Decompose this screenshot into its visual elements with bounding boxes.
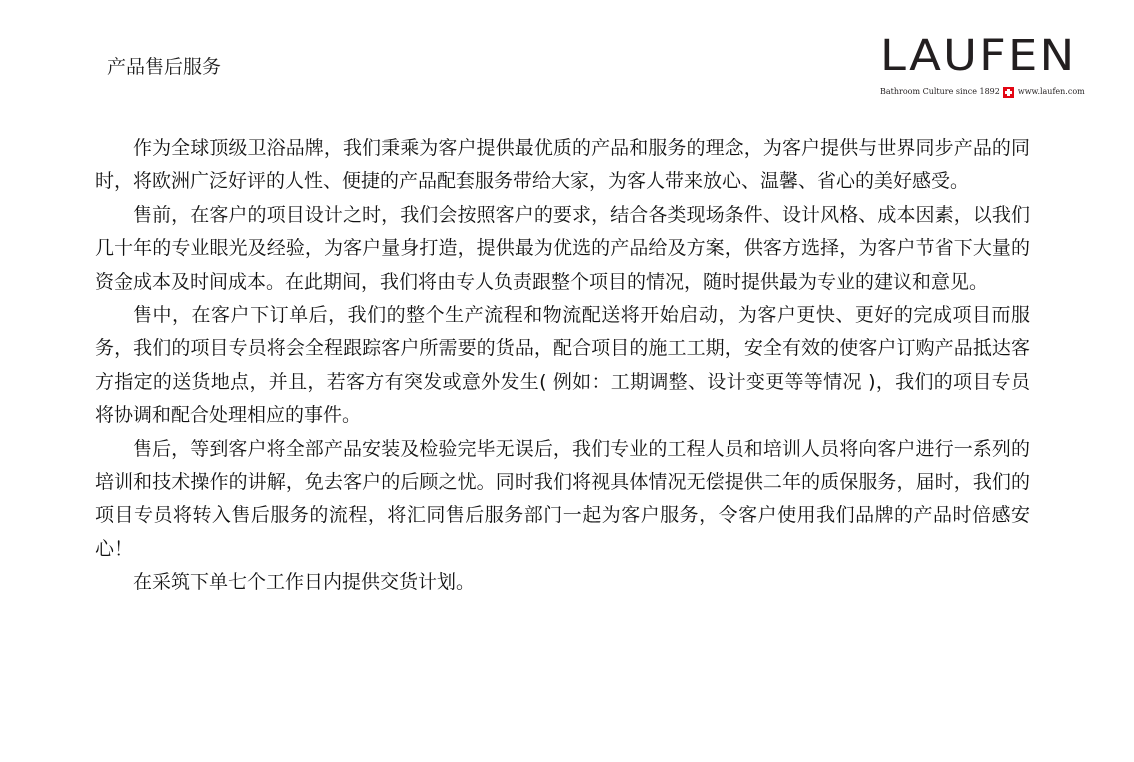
logo-tagline — [880, 86, 1092, 98]
paragraph-delivery-plan: 在采筑下单七个工作日内提供交货计划。 — [133, 571, 476, 594]
logo-wordmark: LAUFEN — [880, 31, 1077, 81]
laufen-logo — [880, 31, 1092, 98]
swiss-flag-icon — [1003, 87, 1014, 98]
paragraph-after-sale: 售后，等到客户将全部产品安装及检验完毕无误后，我们专业的工程人员和培训人员将向客户进行一系列的培训和技术操作的讲解，免去客户的后顾之忧。同时我们将视具体情况无偿提供二年的质保服务，届时，我们的项目专员将转入售后服务的流程，将汇同售后服务部门一起为客户服务，令客户使用我们品牌的产品时倍感安心！ — [95, 437, 1030, 560]
page-title: 产品售后服务 — [107, 56, 222, 78]
paragraph-intro: 作为全球顶级卫浴品牌，我们秉乘为客户提供最优质的产品和服务的理念，为客户提供与世界同步产品的同时，将欧洲广泛好评的人性、便捷的产品配套服务带给大家，为客人带来放心、温馨、省心的美好感受。 — [95, 137, 1030, 193]
logo-tagline-left: Bathroom Culture since 1892 — [880, 87, 1000, 96]
service-description — [95, 132, 1030, 600]
logo-tagline-right: www.laufen.com — [1017, 87, 1085, 96]
paragraph-pre-sale: 售前，在客户的项目设计之时，我们会按照客户的要求，结合各类现场条件、设计风格、成本因素，以我们几十年的专业眼光及经验，为客户量身打造，提供最为优选的产品给及方案，供客方选择，为客户节省下大量的资金成本及时间成本。在此期间，我们将由专人负责跟整个项目的情况，随时提供最为专业的建议和意见。 — [95, 203, 1030, 293]
paragraph-in-sale: 售中，在客户下订单后，我们的整个生产流程和物流配送将开始启动，为客户更快、更好的完成项目而服务，我们的项目专员将会全程跟踪客户所需要的货品，配合项目的施工工期，安全有效的使客户订购产品抵达客方指定的送货地点，并且，若客方有突发或意外发生( 例如：工期调整、设计变更等等情况 )，我们的项目专员将协调和配合处理相应的事件。 — [95, 304, 1030, 427]
